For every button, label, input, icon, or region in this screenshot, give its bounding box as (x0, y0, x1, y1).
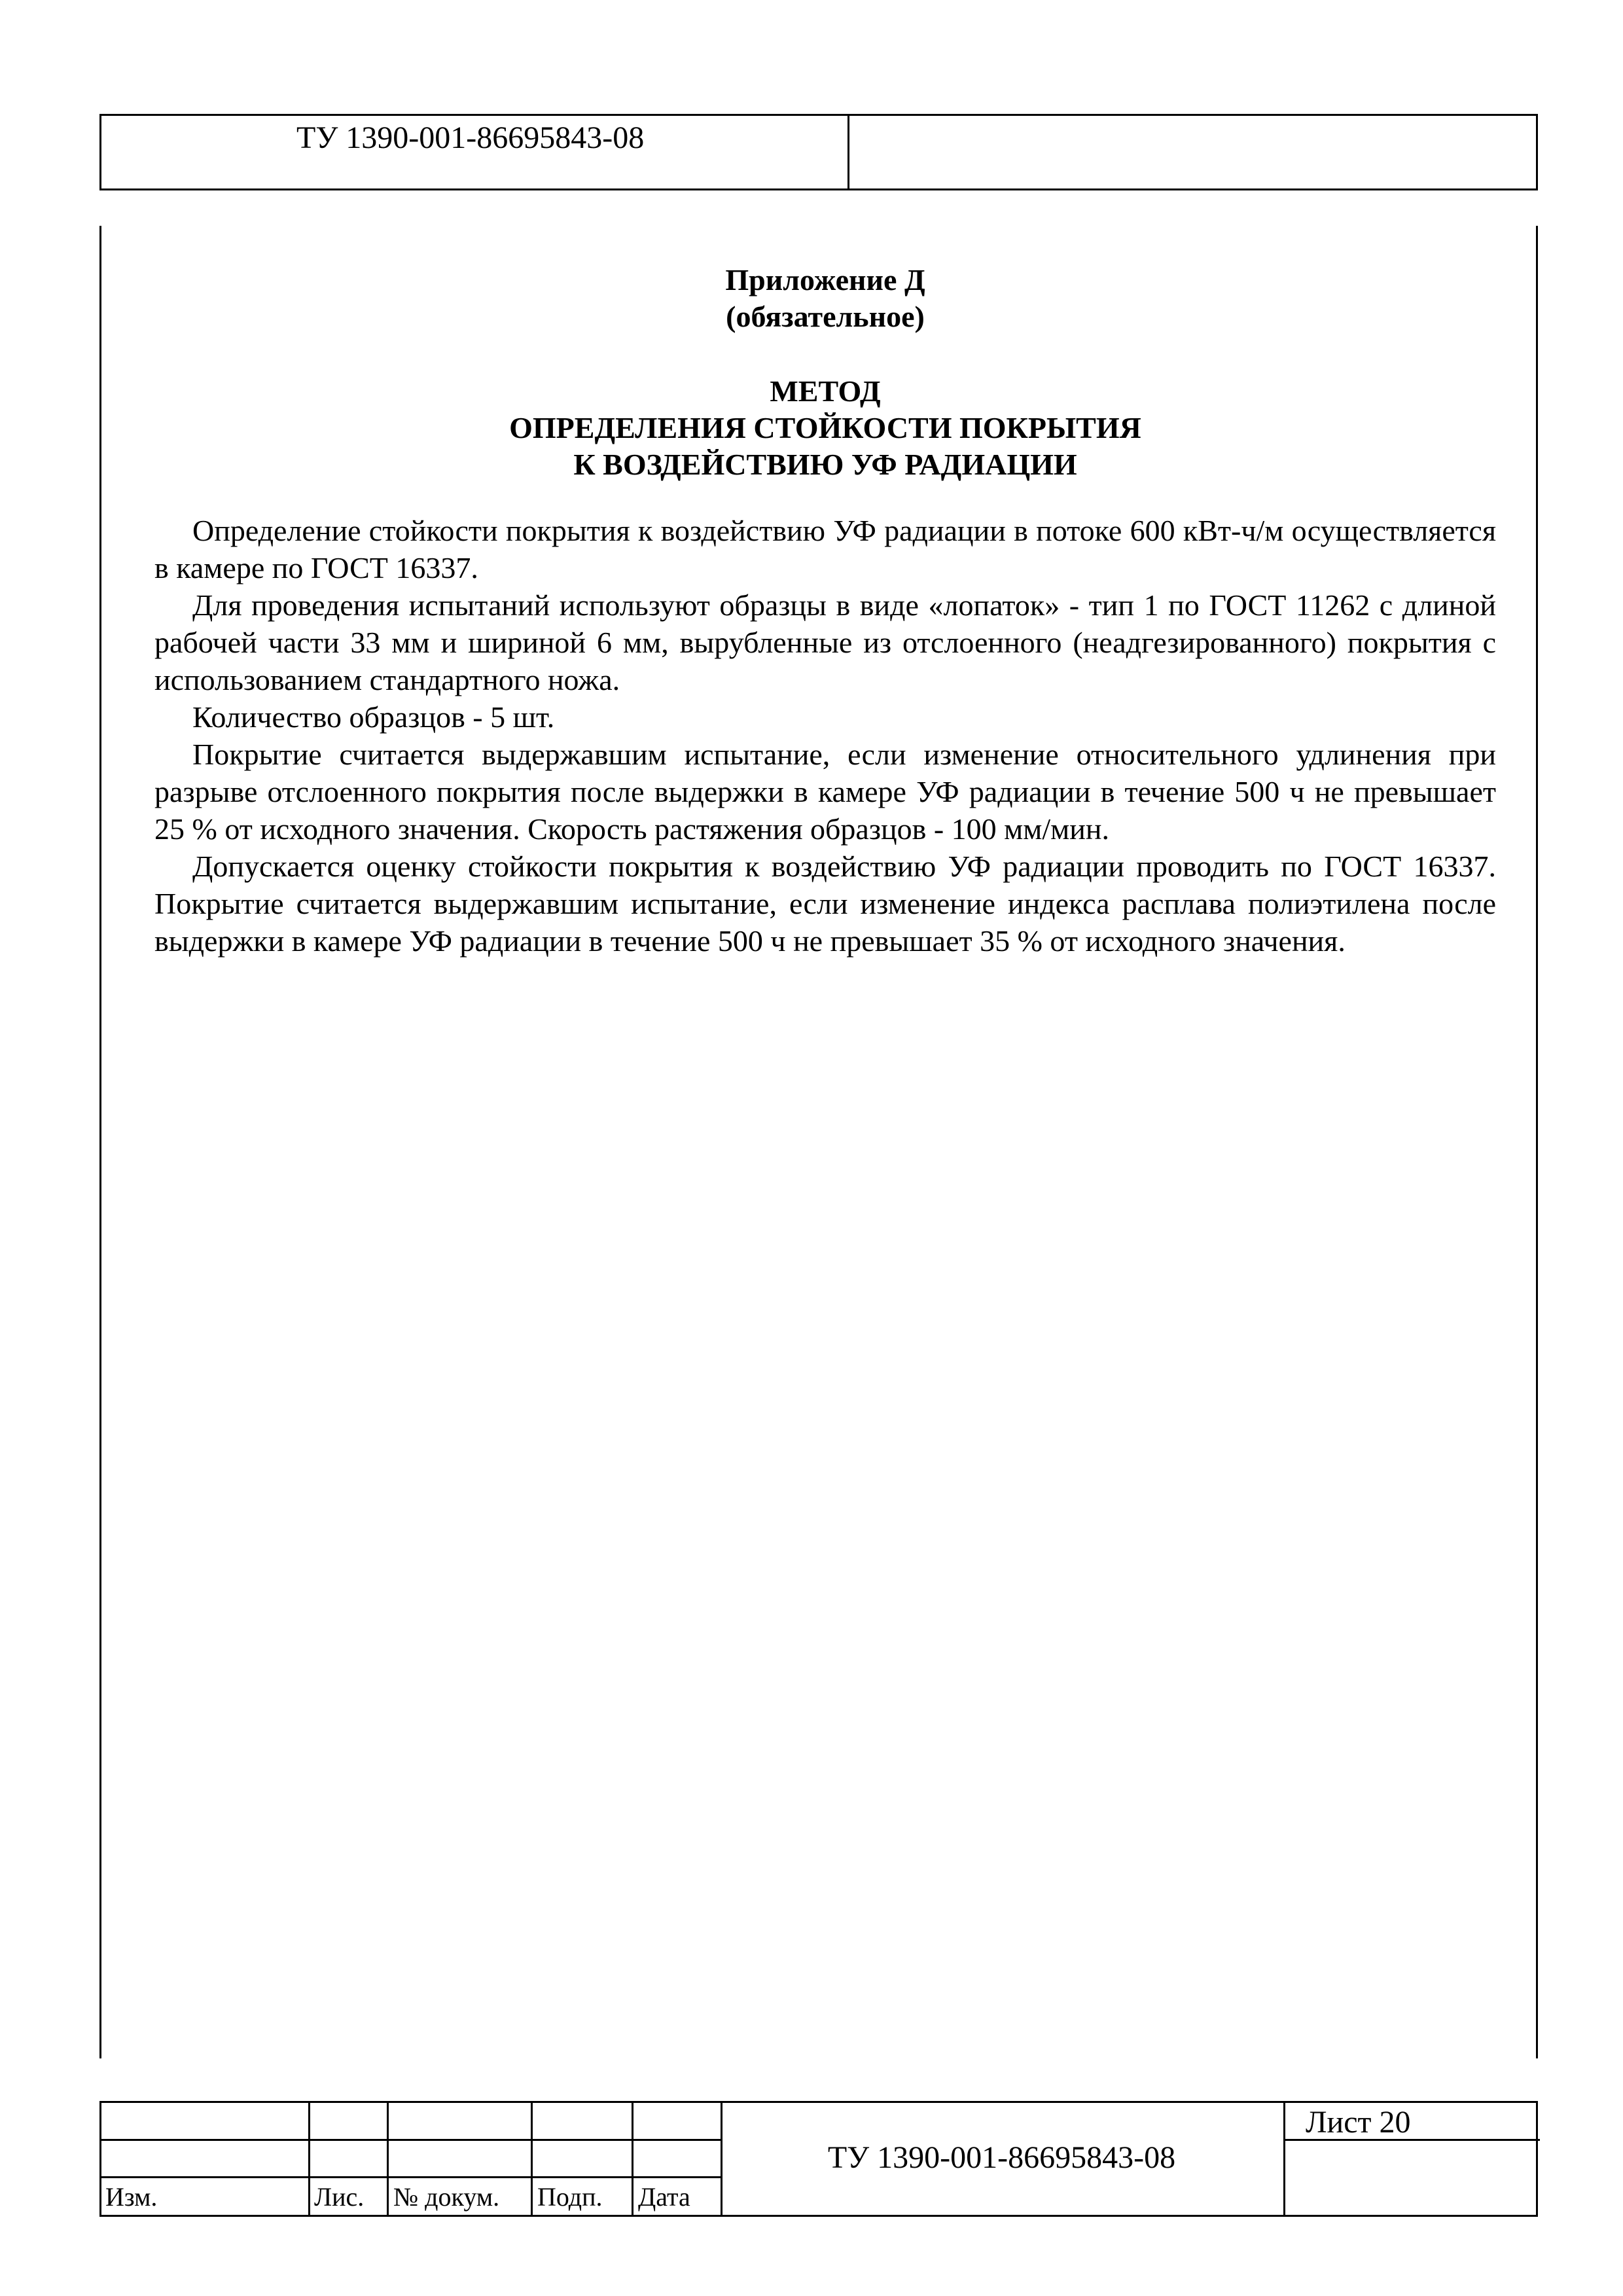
stamp-col-divider (387, 2103, 389, 2215)
paragraph: Допускается оценку стойкости покрытия к воздействию УФ радиации проводить по ГОСТ 16337. Покрытие считается выдержавшим испытание, если изменение индекса расплава полиэтилена после выдержки в камере УФ радиации в течение 500 ч не превышает 35 % от исходного значения. (154, 850, 1496, 958)
header-doc-code: ТУ 1390-001-86695843-08 (296, 120, 645, 155)
stamp-label-data: Дата (638, 2182, 690, 2212)
appendix-heading (154, 262, 1496, 335)
stamp-label-dokum: № докум. (393, 2182, 500, 2212)
stamp-col-divider (531, 2103, 533, 2215)
stamp-label-izm: Изм. (105, 2182, 158, 2212)
paragraph: Количество образцов - 5 шт. (192, 700, 555, 734)
stamp-row-divider (101, 2139, 722, 2141)
title-block-stamp (99, 2101, 1538, 2217)
stamp-col-divider (308, 2103, 310, 2215)
title-line-3: К ВОЗДЕЙСТВИЮ УФ РАДИАЦИИ (573, 448, 1077, 481)
header-code-cell (101, 116, 849, 188)
stamp-row-divider (101, 2176, 722, 2178)
paragraph: Для проведения испытаний используют образцы в виде «лопаток» - тип 1 по ГОСТ 11262 с длиной рабочей части 33 мм и шириной 6 мм, вырубленные из отслоенного (неадгезированного) покрытия с использованием стандартного ножа. (154, 588, 1496, 696)
header-empty-cell (849, 116, 1536, 188)
method-title (154, 373, 1496, 483)
paragraph: Покрытие считается выдержавшим испытание, если изменение относительного удлинения при разрыве отслоенного покрытия после выдержки в камере УФ радиации в течение 500 ч не превышает 25 % от исходного значения. Скорость растяжения образцов - 100 мм/мин. (154, 738, 1496, 846)
stamp-label-lis: Лис. (314, 2182, 365, 2212)
stamp-label-podp: Подп. (537, 2182, 603, 2212)
stamp-sheet-number: Лист 20 (1306, 2105, 1411, 2140)
title-line-1: МЕТОД (770, 374, 881, 408)
stamp-doc-code: ТУ 1390-001-86695843-08 (827, 2140, 1176, 2175)
stamp-col-divider (721, 2103, 722, 2215)
appendix-status: (обязательное) (726, 300, 925, 333)
appendix-label: Приложение Д (725, 263, 925, 296)
stamp-col-divider (632, 2103, 633, 2215)
document-body (154, 262, 1496, 960)
frame-left-line (99, 226, 101, 2058)
title-line-2: ОПРЕДЕЛЕНИЯ СТОЙКОСТИ ПОКРЫТИЯ (509, 411, 1141, 444)
paragraph: Определение стойкости покрытия к воздействию УФ радиации в потоке 600 кВт-ч/м осуществляется в камере по ГОСТ 16337. (154, 514, 1496, 584)
frame-right-line (1536, 226, 1538, 2058)
stamp-col-divider (1283, 2103, 1285, 2215)
page-header (99, 114, 1538, 190)
